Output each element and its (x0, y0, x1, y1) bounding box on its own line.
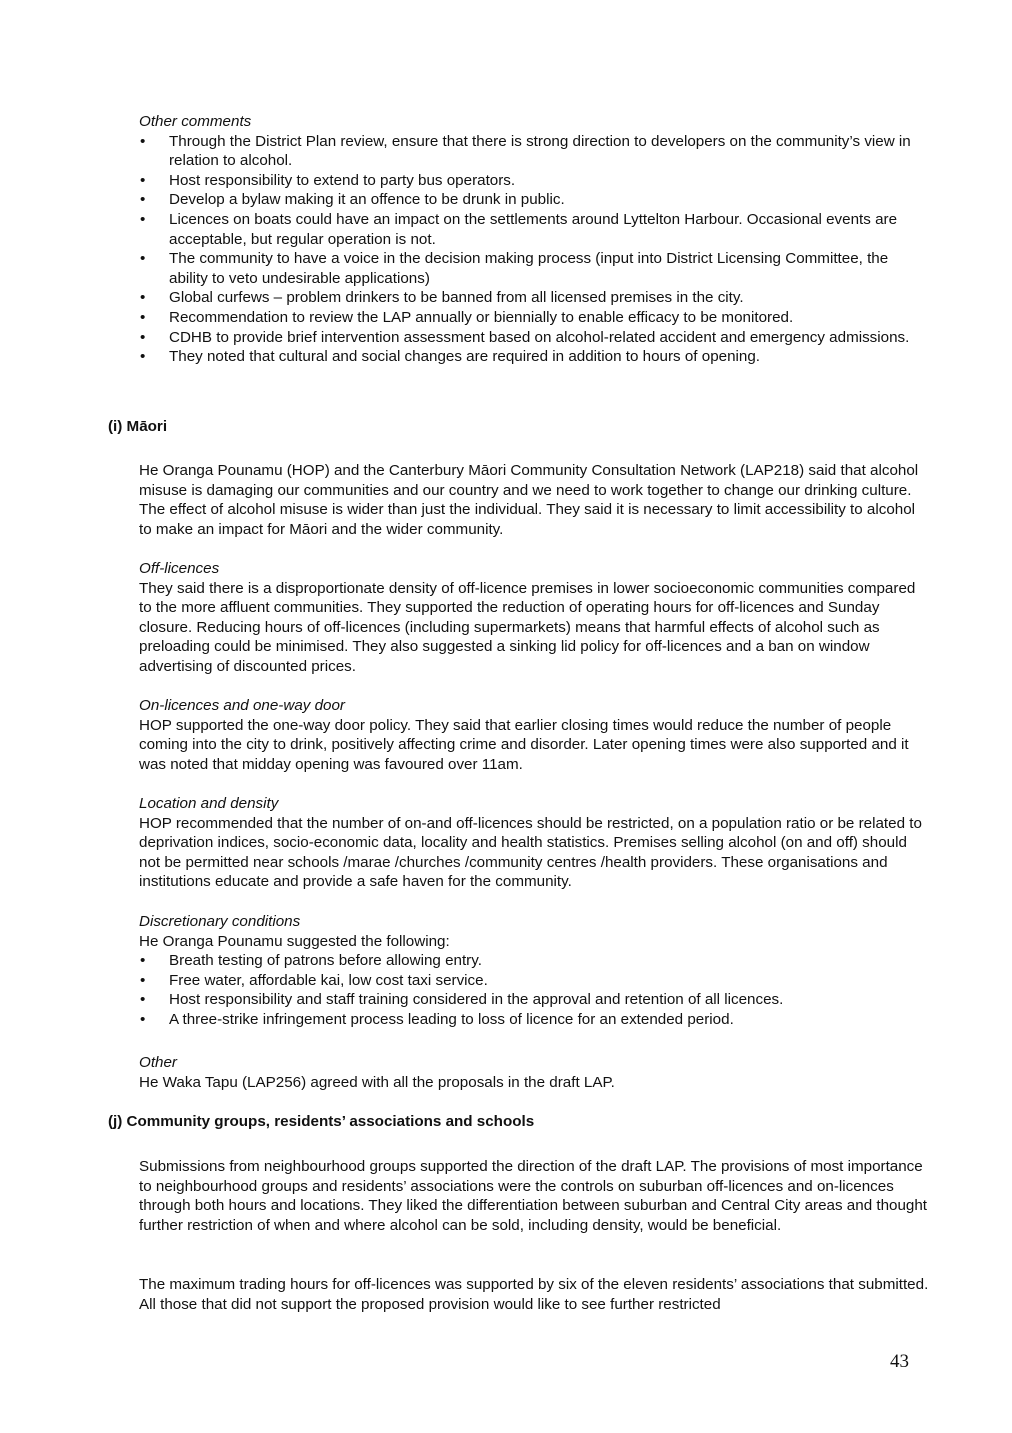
discretionary-section (139, 912, 929, 1030)
list-item: • Recommendation to review the LAP annually or biennially to enable efficacy to be monitored. (139, 308, 929, 328)
location-heading: Location and density (139, 795, 279, 812)
discretionary-heading: Discretionary conditions (139, 913, 301, 930)
maori-intro (139, 461, 929, 539)
off-licences-heading: Off-licences (139, 560, 220, 577)
other-comments-list (139, 132, 929, 367)
list-item: • A three-strike infringement process leading to loss of licence for an extended period. (139, 1010, 929, 1030)
list-item: • Breath testing of patrons before allowing entry. (139, 951, 929, 971)
other-section (139, 1053, 929, 1092)
maori-heading: (i) Māori (108, 418, 168, 435)
location-section (139, 794, 929, 892)
other-comments-section (139, 112, 929, 367)
list-item: • Licences on boats could have an impact on the settlements around Lyttelton Harbour. Occasional events are acceptable, but regular operation is not. (139, 210, 929, 249)
maori-intro-text: He Oranga Pounamu (HOP) and the Canterbury Māori Community Consultation Network (LAP218) said that alcohol misuse is damaging our communities and our country and we need to work together to change our drinking culture. The effect of alcohol misuse is wider than just the individual. They said it is necessary to limit accessibility to alcohol to make an impact for Māori and the wider community. (139, 462, 919, 538)
off-licences-text: They said there is a disproportionate density of off-licence premises in lower socioeconomic communities compared to the more affluent communities. They supported the reduction of operating hours for off-licences and Sunday closure. Reducing hours of off-licences (including supermarkets) means that harmful effects of alcohol such as preloading could be minimised. They also suggested a sinking lid policy for off-licences and a ban on window advertising of discounted prices. (139, 579, 916, 675)
list-item: • Host responsibility and staff training considered in the approval and retention of all licences. (139, 990, 929, 1010)
discretionary-intro: He Oranga Pounamu suggested the following: (139, 932, 450, 950)
other-text: He Waka Tapu (LAP256) agreed with all the proposals in the draft LAP. (139, 1073, 615, 1091)
on-licences-section (139, 696, 929, 774)
location-text: HOP recommended that the number of on-and off-licences should be restricted, on a population ratio or be related to deprivation indices, socio-economic data, locality and health statistics. Premises selling alcohol (on and off) should not be permitted near schools /marae /churches /community centres /health providers. These organisations and institutions educate and provide a safe haven for the community. (139, 814, 922, 891)
list-item: • The community to have a voice in the decision making process (input into District Licensing Committee, the ability to veto undesirable applications) (139, 249, 929, 288)
off-licences-section (139, 559, 929, 677)
community-para-2 (139, 1275, 929, 1314)
community-para-1-text: Submissions from neighbourhood groups supported the direction of the draft LAP. The provisions of most importance to neighbourhood groups and residents’ associations were the controls on suburban off-licences and on-licences through both hours and locations. They liked the differentiation between suburban and Central City areas and thought further restriction of when and where alcohol can be sold, including density, would be beneficial. (139, 1158, 928, 1234)
page-number: 43 (890, 1351, 909, 1372)
list-item: • Develop a bylaw making it an offence to be drunk in public. (139, 190, 929, 210)
other-comments-heading: Other comments (139, 113, 252, 130)
list-item: • Through the District Plan review, ensure that there is strong direction to developers on the community’s view in relation to alcohol. (139, 132, 929, 171)
on-licences-heading: On-licences and one-way door (139, 697, 345, 714)
community-para-2-text: The maximum trading hours for off-licences was supported by six of the eleven residents’ associations that submitted. All those that did not support the proposed provision would like to see further restricted (139, 1276, 929, 1313)
other-heading: Other (139, 1054, 177, 1071)
list-item: • They noted that cultural and social changes are required in addition to hours of opening. (139, 347, 929, 367)
community-para-1 (139, 1157, 929, 1235)
list-item: • Free water, affordable kai, low cost taxi service. (139, 971, 929, 991)
on-licences-text: HOP supported the one-way door policy. They said that earlier closing times would reduce the number of people coming into the city to drink, positively affecting crime and disorder. Later opening times were also supported and it was noted that midday opening was favoured over 11am. (139, 716, 909, 773)
list-item: • CDHB to provide brief intervention assessment based on alcohol-related accident and emergency admissions. (139, 328, 929, 348)
community-heading: (j) Community groups, residents’ associations and schools (108, 1113, 535, 1130)
list-item: • Global curfews – problem drinkers to be banned from all licensed premises in the city. (139, 288, 929, 308)
discretionary-list (139, 951, 929, 1029)
list-item: • Host responsibility to extend to party bus operators. (139, 171, 929, 191)
